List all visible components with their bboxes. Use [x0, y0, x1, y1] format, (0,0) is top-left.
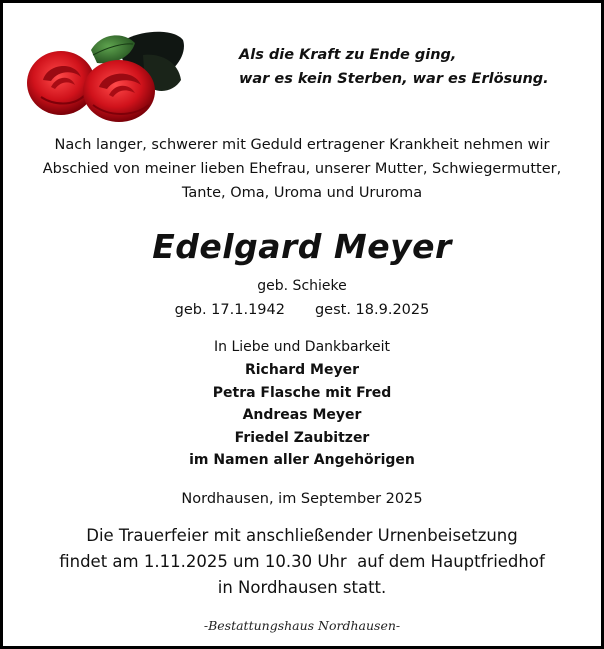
intro-text — [3, 133, 601, 205]
funeral-line-3: in Nordhausen statt. — [217, 578, 387, 597]
life-dates — [3, 300, 601, 320]
intro-line-1: Nach langer, schwerer mit Geduld ertragener Krankheit nehmen wir — [54, 137, 550, 153]
funeral-line-1: Die Trauerfeier mit anschließender Urnenbeisetzung — [86, 526, 518, 545]
roses-image — [23, 25, 193, 125]
mourner-name: Richard Meyer — [244, 362, 360, 378]
place-date: Nordhausen, im September 2025 — [181, 491, 423, 507]
birth-date: geb. 17.1.1942 — [174, 302, 285, 318]
deceased-name: Edelgard Meyer — [152, 227, 452, 266]
quote — [239, 43, 549, 91]
quote-line-1: Als die Kraft zu Ende ging, — [239, 47, 457, 63]
mourner-name: Petra Flasche mit Fred — [212, 384, 392, 401]
funeral-info — [3, 523, 601, 601]
mourner-name: Friedel Zaubitzer — [234, 429, 370, 446]
mourner-name: Andreas Meyer — [242, 407, 362, 424]
death-date: gest. 18.9.2025 — [314, 302, 430, 318]
funeral-line-2: findet am 1.11.2025 um 10.30 Uhr auf dem Hauptfriedhof — [59, 552, 545, 571]
mourners-list — [3, 359, 601, 472]
intro-line-2: Abschied von meiner lieben Ehefrau, unserer Mutter, Schwiegermutter, — [42, 161, 562, 177]
undertaker-signature: -Bestattungshaus Nordhausen- — [203, 618, 401, 633]
intro-line-3: Tante, Oma, Uroma und Ururoma — [181, 185, 423, 201]
quote-line-2: war es kein Sterben, war es Erlösung. — [239, 71, 549, 87]
mourner-name: im Namen aller Angehörigen — [189, 452, 415, 469]
birth-name: geb. Schieke — [257, 278, 347, 294]
mourners-lead: In Liebe und Dankbarkeit — [214, 339, 390, 355]
